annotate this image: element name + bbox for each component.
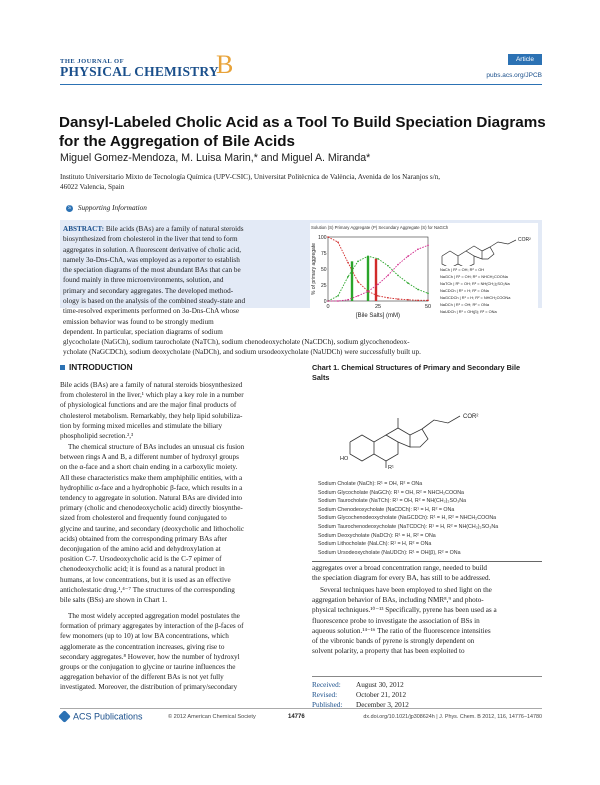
speciation-chart: [310, 231, 435, 319]
chart-point: [377, 295, 379, 297]
chart-bar-2: [375, 259, 377, 301]
chart-point: [327, 236, 329, 238]
chart-ytick-label: 75: [320, 250, 327, 257]
chart-ytick-label: 100: [318, 234, 327, 241]
chart-point: [427, 245, 429, 247]
chart-bar-1: [367, 256, 369, 301]
chart-series-solution: [328, 237, 428, 300]
chart-point: [377, 258, 379, 260]
acs-logo[interactable]: ACS Publications: [60, 711, 143, 722]
chart-point: [407, 299, 409, 301]
right-para1: aggregates over a broad concentration range, needed to build the speciation diagram for every BA, has still to be addressed.: [312, 564, 491, 583]
journal-line2: PHYSICAL CHEMISTRY: [60, 64, 219, 79]
chart-point: [417, 248, 419, 250]
chart1-title: Chart 1. Chemical Structures of Primary and Secondary Bile Salts: [312, 363, 521, 382]
journal-line1: THE JOURNAL OF: [60, 58, 125, 65]
toc-legend: Solution (S) Primary Aggregate (P) Secondary Aggregate (S) for NaGCh: [311, 225, 449, 230]
chart-point: [347, 262, 349, 264]
abstract-text: ABSTRACT: Bile acids (BAs) are a family of natural steroids biosynthesized from cholesterol in the liver that tend to form aggregates in solution. A fluorescent derivative of cholic acid, namely 3α-Dns-ChA, was employed as a reporter to establish the speciation diagrams of the most abundant BAs that can be found mainly in three microenvironments, solution, and primary and secondary aggregates. The developed method- ology is based on the analysis of the combined steady-state and time-resolved experiments performed on 3α-Dns-ChA whose emission behavior was found to be strongly medium dependent. In particular, speciation diagrams of sodium: [63, 225, 246, 336]
header-rule: [60, 84, 542, 85]
chart-point: [357, 281, 359, 283]
chart-series-secondary-aggregate: [328, 245, 428, 301]
chart-bar-0: [351, 261, 353, 301]
chart-point: [377, 284, 379, 286]
chart1-rows: Sodium Cholate (NaCh): R¹ = OH, R² = ONa Sodium Glycocholate (NaGCh): R¹ = OH, R² = NHCH₂COONa Sodium Taurocholate (NaTCh): R¹ = OH, R² = NH(CH₂)₂SO₃Na Sodium Chenodeoxycholate (NaCDCh): R¹ = H, R² = ONa Sodium Glycochenodeoxycholate (NaGCDCh): R¹ = H, R² = NHCH₂COONa Sodium Taurochenodeoxycholate (NaTCDCh): R¹ = H, R² = NH(CH₂)₂SO₃Na Sodium Deoxycholate (NaDCh): R¹ = H, R² = ONa Sodium Lithocholate (NaLCh): R¹ = H, R² = ONa Sodium Ursodeoxycholate (NaUDCh): R¹ = OH(β), R² = ONa: [318, 481, 499, 556]
toc-structure-rows: NaCh | R¹ = OH; R² = OH NaGCh | R¹ = OH; R² = NHCH₂COONa NaTCh | R¹ = OH; R² = NH(CH₂)₂SO₃Na NaCDCh | R¹ = H; R² = ONa NaGCDCh | R¹ = H; R² = NHCH₂COONa NaDCh | R¹ = OH; R² = ONa NaUDCh | R¹ = OH(β); R² = ONa: [440, 267, 511, 314]
right-para2: Several techniques have been employed to shed light on the aggregation behavior of BAs, including NMR⁸,⁹ and photo- physical techniques.¹⁰⁻¹³ Specifically, pyrene has been used as a fluorescence probe to investigate the association of BSs in aqueous solution.¹⁴⁻¹⁶ The ratio of the fluorescence intensities of the vibronic bands of pyrene is strongly dependent on solvent polarity, a property that has been exploited to: [312, 586, 497, 656]
chart-point: [327, 300, 329, 302]
intro-heading: INTRODUCTION: [60, 362, 133, 372]
chart-point: [367, 255, 369, 257]
chart-point: [387, 275, 389, 277]
chart-xtick-label: 50: [424, 304, 432, 310]
intro-para2: The chemical structure of BAs includes an unusual cis fusion between rings A and B, a different number of hydroxyl groups on the α-face and a short chain ending in a carboxylic moiety. All these characteristics make them amphiphilic entities, with a hydrophilic α-face and a hydrophobic β-face, which results in a tendency to aggregate in solution. Natural BAs are divided into primary (cholic and chenodeoxycholic acid) directly biosynthe- sized from cholesterol and frequently found conjugated to glycine and taurine, and secondary (deoxycholic and lithocholic acids) obtained from the corresponding primary BAs after deconjugation of the amino acid and dehydroxylation at position C-7. Ursodeoxycholic acid is the C-7 epimer of chenodeoxycholic acid; it is found as a natural product in humans, at low concentrations, but it is used as an effective anticholestatic drug.¹,⁴⁻⁷ The structures of the corresponding bile salts (BSs) are shown in Chart 1.: [60, 443, 245, 605]
dates-block: Received: August 30, 2012 Revised: October 21, 2012 Published: December 3, 2012: [312, 681, 409, 710]
chart1-structure: [330, 390, 530, 470]
svg-text:R¹: R¹: [388, 465, 394, 470]
chart-point: [337, 295, 339, 297]
chart-point: [357, 295, 359, 297]
chart-point: [407, 255, 409, 257]
chart-xtick-label: 25: [374, 304, 382, 310]
chart-point: [337, 241, 339, 243]
intro-para3: The most widely accepted aggregation model postulates the formation of primary aggregates by interaction of the β-faces of few monomers (up to 10) at low BA concentrations, which agglomerate as the concentration increases, giving rise to secondary aggregates.⁸ However, how the number of hydroxyl groups or the conjugation to glycine or taurine influences the aggregation behavior of the different BAs is not yet fully investigated. Moreover, the distribution of primary/secondary: [60, 612, 244, 692]
chart-ylabel: % of primary aggregate: [311, 243, 317, 295]
svg-text:COR²: COR²: [518, 237, 531, 243]
supporting-info-icon: S: [66, 205, 73, 212]
chart-ytick-label: 25: [320, 282, 327, 289]
authors: Miguel Gomez-Mendoza, M. Luisa Marin,* and Miguel A. Miranda*: [60, 152, 371, 164]
chart-point: [407, 282, 409, 284]
chart-ytick-label: 50: [320, 266, 327, 273]
article-title: Dansyl-Labeled Cholic Acid as a Tool To Build Speciation Diagrams for the Aggregation of Bile Acids: [59, 114, 546, 150]
chart-point: [397, 275, 399, 277]
footer-doi[interactable]: dx.doi.org/10.1021/jp308624h | J. Phys. Chem. B 2012, 116, 14776−14780: [363, 714, 542, 720]
svg-text:HO: HO: [340, 456, 349, 462]
chart1-rule: [312, 561, 542, 562]
chart-point: [397, 264, 399, 266]
chart-point: [427, 300, 429, 302]
chart-point: [417, 300, 419, 302]
dates-rule: [312, 676, 542, 677]
chart-point: [397, 298, 399, 300]
journal-url[interactable]: pubs.acs.org/JPCB: [486, 72, 542, 79]
plot-frame: [328, 237, 428, 301]
toc-structure: [436, 232, 540, 266]
affiliation: Instituto Universitario Mixto de Tecnología Química (UPV-CSIC), Universitat Politècnica de València, Avenida de los Naranjos s/n, 46022 Valencia, Spain: [60, 173, 441, 192]
abstract-text-full: glycocholate (NaGCh), sodium taurocholate (NaTCh), sodium chenodeoxycholate (NaCDCh), sodium glycochenodeox- ycholate (NaGCDCh), sodium deoxycholate (NaDCh), and sodium ursodeoxycholate (NaUDCh) were successfully built up.: [63, 338, 421, 357]
chart-series-primary-aggregate: [328, 256, 428, 301]
chart-xlabel: [Bile Salts] (mM): [355, 313, 401, 319]
chart-point: [367, 291, 369, 293]
journal-letter: B: [216, 50, 234, 79]
chart-point: [417, 289, 419, 291]
chart-point: [347, 299, 349, 301]
chart-ytick-label: 0: [323, 298, 327, 305]
chart-point: [387, 265, 389, 267]
footer-page: 14776: [288, 714, 305, 720]
intro-para1: Bile acids (BAs) are a family of natural steroids biosynthesized from cholesterol in the liver,¹ which play a key role in a number of physiological functions and are the major final products of cholesterol metabolism. Remarkably, they help lipid solubiliza- tion by forming mixed micelles and stimulate the biliary phospholipid secretion.²,³: [60, 381, 244, 441]
acs-hexagon-icon: [58, 710, 71, 723]
footer-copyright: © 2012 American Chemical Society: [168, 714, 256, 720]
footer-rule: [60, 708, 542, 709]
chart-point: [347, 276, 349, 278]
chart-xtick-label: 0: [326, 304, 330, 310]
chart-point: [357, 261, 359, 263]
section-square-icon: [60, 365, 65, 370]
svg-text:COR²: COR²: [463, 414, 479, 420]
article-badge: Article: [508, 54, 542, 65]
chart-point: [427, 293, 429, 295]
supporting-info-link[interactable]: S Supporting Information: [66, 203, 147, 212]
chart-point: [337, 300, 339, 302]
chart-point: [387, 297, 389, 299]
